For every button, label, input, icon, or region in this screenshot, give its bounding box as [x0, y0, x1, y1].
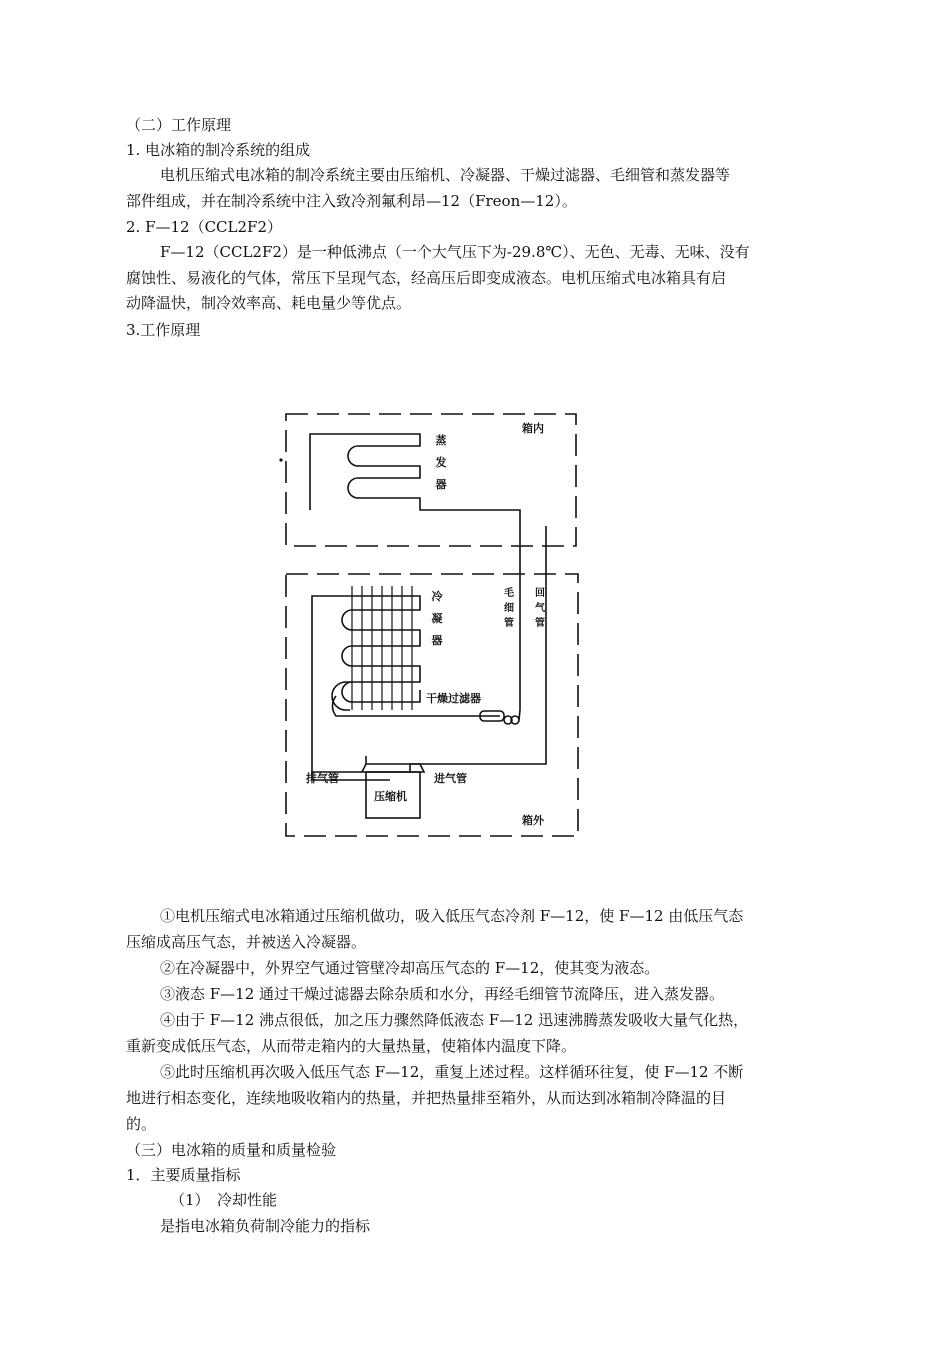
step3: ③液态 F—12 通过干燥过滤器去除杂质和水分，再经毛细管节流降压，进入蒸发器。 [160, 985, 725, 1003]
step5-line3: 的。 [126, 1115, 157, 1133]
condenser-fins [352, 586, 412, 710]
item1-title: 1. 电冰箱的制冷系统的组成 [126, 141, 311, 159]
section3-item1-title: 1．主要质量指标 [126, 1166, 241, 1184]
capillary-label: 毛细管 [504, 588, 514, 629]
exhaust-pipe-label: 排气管 [306, 772, 339, 785]
evaporator-label: 蒸发器 [435, 434, 447, 491]
step4-line1: ④由于 F—12 沸点很低，加之压力骤然降低液态 F—12 迅速沸腾蒸发吸收大量气化热， [160, 1011, 749, 1029]
step5-line1: ⑤此时压缩机再次吸入低压气态 F—12，重复上述过程。这样循环往复，使 F—12 不断 [160, 1063, 744, 1081]
section3-heading: （三）电冰箱的质量和质量检验 [126, 1141, 337, 1159]
return-pipe-label: 回气管 [535, 588, 545, 629]
step5-line2: 地进行相态变化，连续地吸收箱内的热量，并把热量排至箱外，从而达到冰箱制冷降温的目 [126, 1089, 727, 1107]
section3-sub1-desc: 是指电冰箱负荷制冷能力的指标 [160, 1217, 371, 1235]
item3-title: 3.工作原理 [126, 321, 201, 339]
section2-heading: （二）工作原理 [126, 116, 232, 134]
compressor-top [362, 764, 424, 772]
refrigeration-diagram [270, 400, 590, 850]
filter-label: 干燥过滤器 [426, 692, 481, 705]
step1-line2: 压缩成高压气态，并被送入冷凝器。 [126, 933, 367, 951]
compressor-label: 压缩机 [374, 790, 407, 803]
evaporator-coil [310, 434, 520, 710]
outside-label: 箱外 [522, 814, 544, 827]
item2-paragraph-line1: F—12（CCL2F2）是一种低沸点（一个大气压下为-29.8℃）、无色、无毒、无味、没有 [160, 243, 750, 261]
step4-line2: 重新变成低压气态，从而带走箱内的大量热量，使箱体内温度下降。 [126, 1037, 577, 1055]
item1-paragraph-line1: 电机压缩式电冰箱的制冷系统主要由压缩机、冷凝器、干燥过滤器、毛细管和蒸发器等 [160, 166, 731, 184]
intake-pipe-label: 进气管 [434, 772, 467, 785]
item2-paragraph-line2: 腐蚀性、易液化的气体，常压下呈现气态，经高压后即变成液态。电机压缩式电冰箱具有启 [126, 269, 727, 287]
item2-paragraph-line3: 动降温快，制冷效率高、耗电量少等优点。 [126, 294, 412, 312]
condenser-coil [312, 596, 420, 780]
step2: ②在冷凝器中，外界空气通过管壁冷却高压气态的 F—12，使其变为液态。 [160, 959, 660, 977]
inside-label: 箱内 [522, 422, 544, 435]
item1-paragraph-line2: 部件组成，并在制冷系统中注入致冷剂氟利昂—12（Freon—12）。 [126, 192, 577, 210]
section3-sub1: （1） 冷却性能 [170, 1191, 278, 1209]
item2-title: 2. F—12（CCL2F2） [126, 218, 282, 236]
condenser-label: 冷凝器 [431, 590, 443, 647]
step1-line1: ①电机压缩式电冰箱通过压缩机做功，吸入低压气态冷剂 F—12，使 F—12 由低压气态 [160, 907, 744, 925]
